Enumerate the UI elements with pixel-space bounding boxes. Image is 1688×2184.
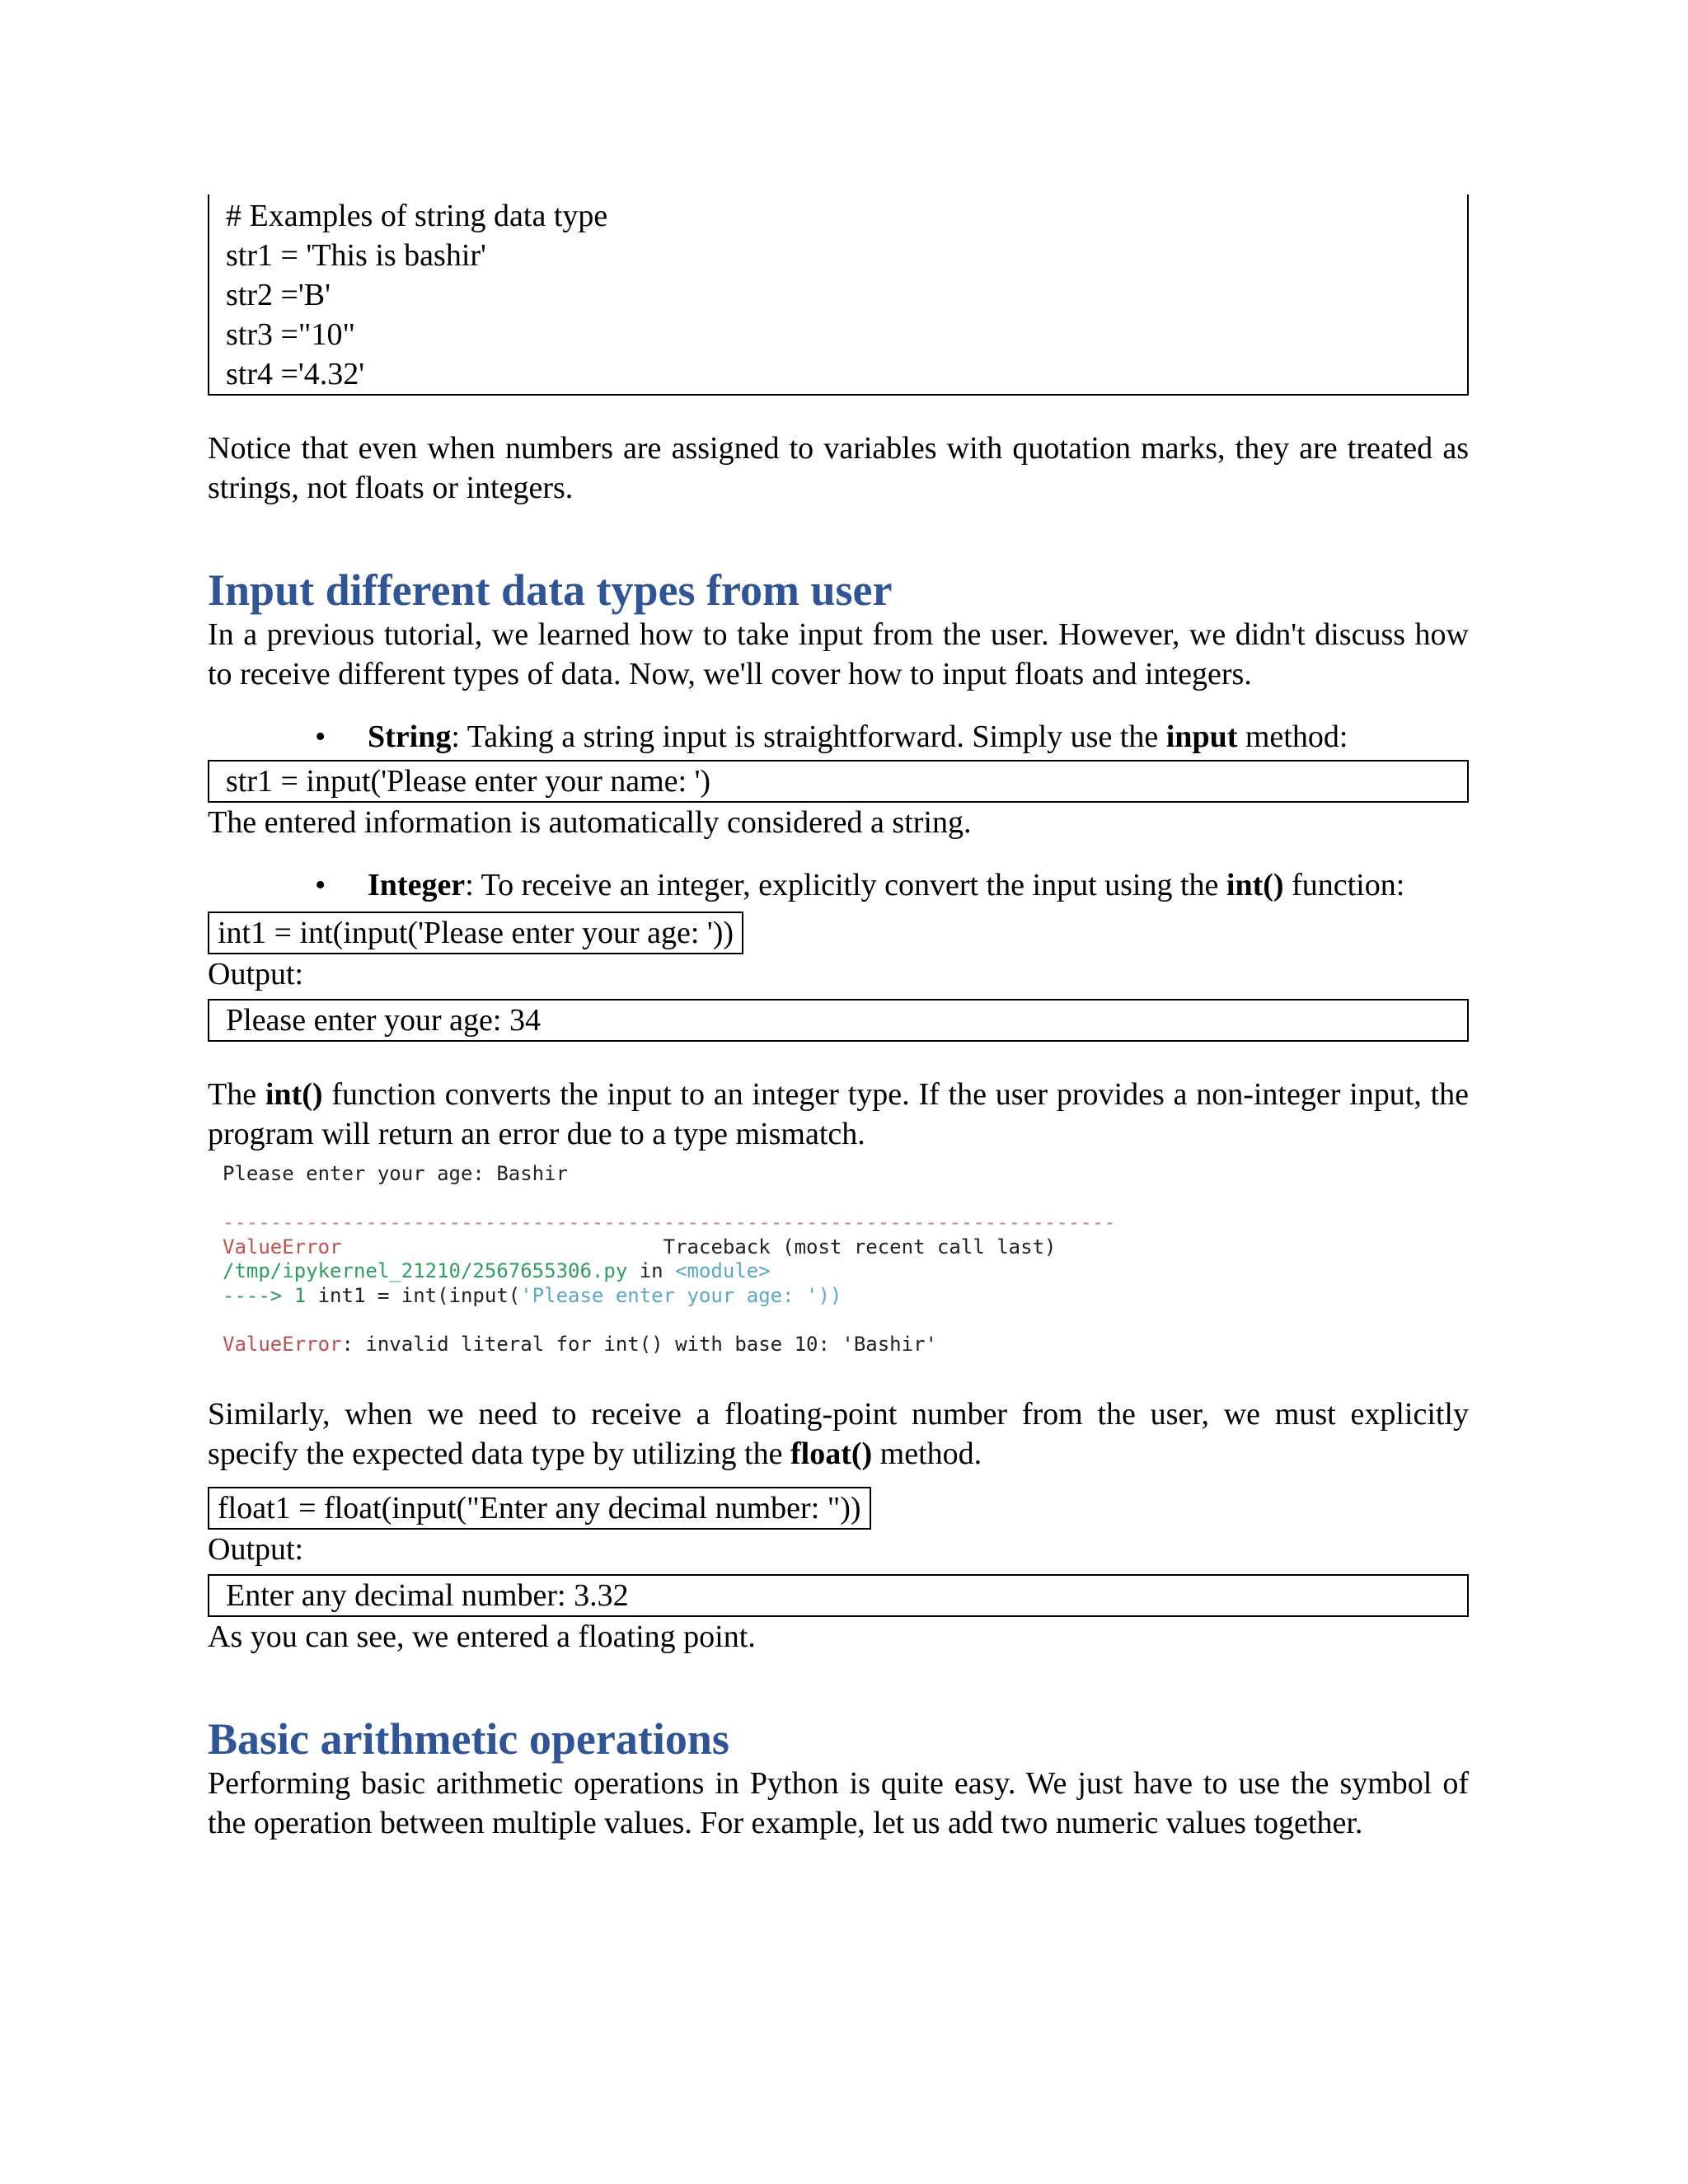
bullet-dot-icon: • — [315, 868, 326, 902]
code-line: str1 = input('Please enter your name: ') — [226, 764, 711, 799]
output-block-int — [208, 999, 1469, 1042]
traceback-in: in — [627, 1259, 676, 1282]
bullet-text: : To receive an integer, explicitly convert the input using the — [465, 868, 1226, 902]
int-explain-paragraph — [208, 1075, 1469, 1154]
string-note: The entered information is automatically considered a string. — [208, 805, 972, 840]
text-run: method. — [872, 1436, 982, 1471]
code-line: int1 = int(input('Please enter your age: ')) — [218, 916, 734, 950]
bullet-term: Integer — [368, 868, 466, 902]
output-label: Output: — [208, 1532, 304, 1567]
traceback-module: <module> — [675, 1259, 771, 1282]
code-line: # Examples of string data type — [226, 199, 608, 233]
document-page — [208, 194, 1469, 1843]
traceback-separator: --------------------------------------------------------------------------- — [223, 1211, 1116, 1234]
bullet-bold: input — [1165, 719, 1238, 754]
bullet-string — [208, 717, 1469, 757]
traceback-output — [208, 1162, 1469, 1357]
bullet-dot-icon: • — [315, 719, 326, 754]
notice-paragraph: Notice that even when numbers are assigned to variables with quotation marks, they are treated as strings, not floats or integers. — [208, 431, 1469, 505]
code-line: str1 = 'This is bashir' — [226, 238, 486, 273]
output-block-float — [208, 1574, 1469, 1617]
integer-bullet-list — [208, 865, 1469, 905]
output-label: Output: — [208, 957, 304, 991]
bullet-text: : Taking a string input is straightforward. Simply use the — [451, 719, 1166, 754]
traceback-error-name: ValueError — [223, 1235, 342, 1258]
float-explain-paragraph — [208, 1394, 1469, 1474]
code-block-int-input — [208, 912, 743, 954]
section-heading-input: Input different data types from user — [208, 565, 893, 615]
output-line: Please enter your age: 34 — [226, 1003, 541, 1038]
code-block-string-input — [208, 760, 1469, 803]
bullet-integer — [208, 865, 1469, 905]
string-bullet-list — [208, 717, 1469, 757]
text-run: Similarly, when we need to receive a floating-point number from the user, we must explicitly specify the expected data type by utilizing the — [208, 1397, 1469, 1471]
bullet-term: String — [368, 719, 452, 754]
output-line: Enter any decimal number: 3.32 — [226, 1578, 629, 1613]
traceback-arrow: ----> 1 — [223, 1283, 318, 1307]
bold-run: float() — [790, 1436, 873, 1471]
code-line: float1 = float(input("Enter any decimal number: ")) — [218, 1491, 861, 1526]
code-line: str2 ='B' — [226, 278, 331, 312]
arithmetic-intro-paragraph: Performing basic arithmetic operations in Python is quite easy. We just have to use the symbol of the operation between multiple values. For example, let us add two numeric values together. — [208, 1766, 1469, 1840]
code-line: str3 ="10" — [226, 317, 355, 352]
bullet-bold: int() — [1226, 868, 1284, 902]
traceback-code: int1 = int(input( — [317, 1283, 521, 1307]
code-block-float-input — [208, 1487, 871, 1530]
traceback-prompt: Please enter your age: Bashir — [223, 1162, 569, 1185]
traceback-error-message: : invalid literal for int() with base 10: 'Bashir' — [341, 1332, 937, 1356]
text-run: function converts the input to an integer type. If the user provides a non-integer input, the program will return an error due to a type mismatch. — [208, 1077, 1469, 1151]
float-note: As you can see, we entered a floating point. — [208, 1619, 756, 1654]
code-line: str4 ='4.32' — [226, 357, 365, 391]
bullet-text: function: — [1283, 868, 1405, 902]
traceback-code-string: 'Please enter your age: ' — [520, 1283, 818, 1307]
section-heading-arithmetic: Basic arithmetic operations — [208, 1714, 729, 1764]
traceback-file-path: /tmp/ipykernel_21210/2567655306.py — [223, 1259, 628, 1282]
bullet-text: method: — [1237, 719, 1348, 754]
traceback-error-name-final: ValueError — [223, 1332, 342, 1356]
traceback-header: Traceback (most recent call last) — [663, 1235, 1057, 1258]
text-run: The — [208, 1077, 265, 1112]
code-block-strings — [208, 194, 1469, 396]
bold-run: int() — [265, 1077, 323, 1112]
input-intro-paragraph: In a previous tutorial, we learned how to take input from the user. However, we didn't discuss how to receive different types of data. Now, we'll cover how to input floats and integers. — [208, 617, 1469, 691]
traceback-code-suffix: )) — [818, 1283, 842, 1307]
